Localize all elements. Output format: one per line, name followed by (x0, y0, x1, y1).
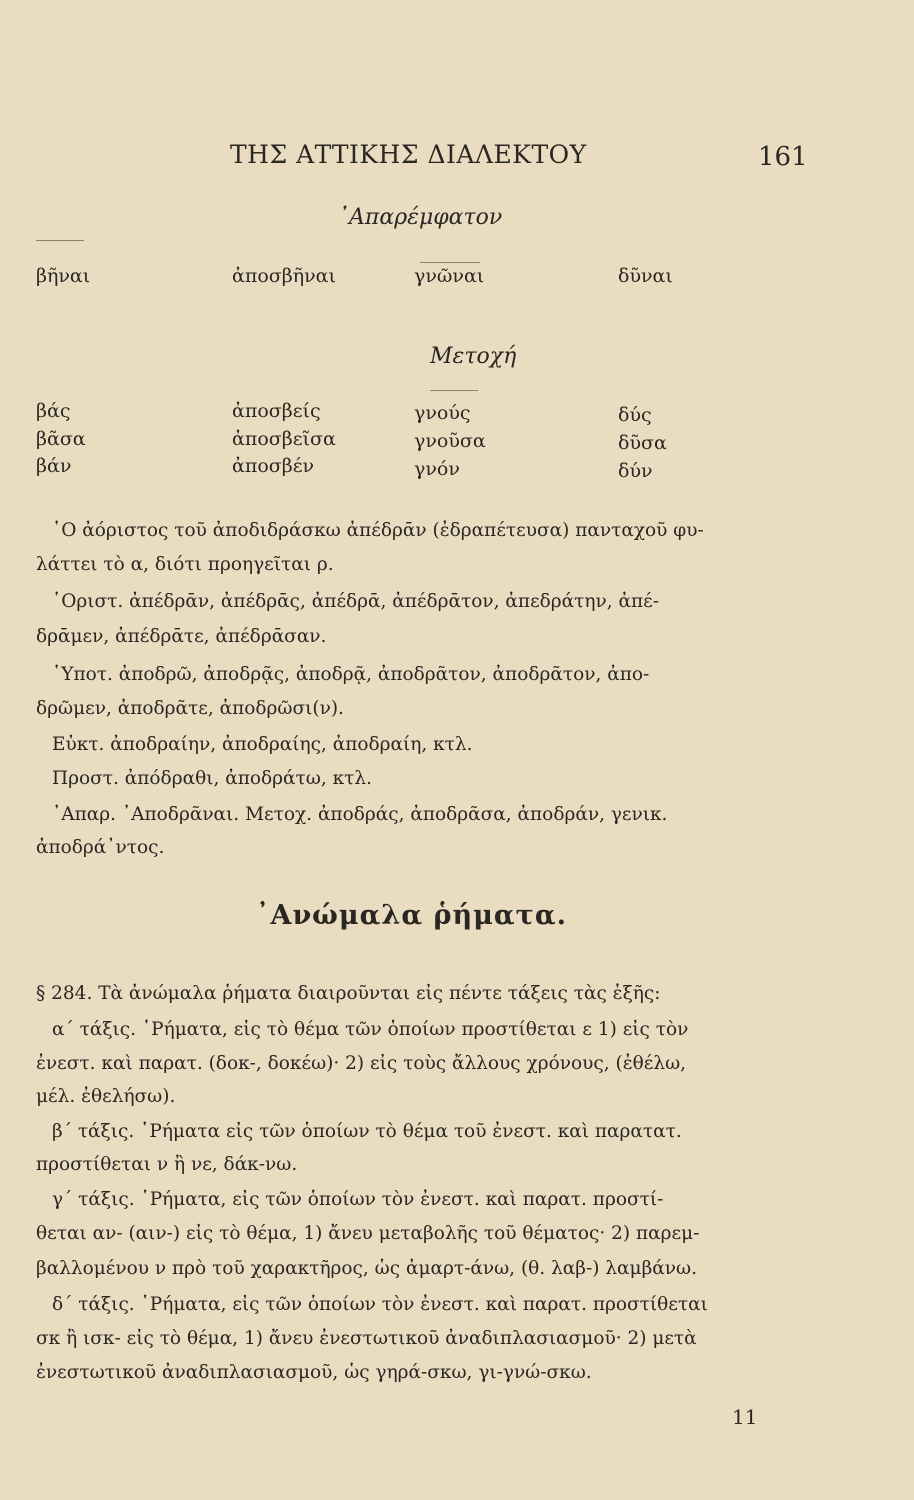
infinitive-form: βῆναι (36, 265, 91, 287)
text-line: ῾Υποτ. ἀποδρῶ, ἀποδρᾷς, ἀποδρᾷ, ἀποδρᾶτον, ἀποδρᾶτον, ἀπο- (52, 664, 650, 685)
infinitive-form: ἀποσβῆναι (232, 265, 336, 287)
participle-form: δύν (618, 460, 653, 482)
text-line: α΄ τάξις. ῾Ρήματα, εἰς τὸ θέμα τῶν ὁποίων προστίθεται ε 1) εἰς τὸν (52, 1019, 689, 1040)
text-line: Εὐκτ. ἀποδραίην, ἀποδραίης, ἀποδραίη, κτλ. (52, 734, 473, 755)
text-line: μέλ. ἐθελήσω). (36, 1086, 176, 1107)
participle-title: Μετοχή (430, 344, 517, 369)
participle-form: βᾶσα (36, 428, 86, 450)
participle-form: δῦσα (618, 432, 667, 454)
text-line: γ΄ τάξις. ῾Ρήματα, εἰς τῶν ὁποίων τὸν ἐνεστ. καὶ παρατ. προστί- (52, 1189, 664, 1210)
infinitive-form: γνῶναι (414, 265, 485, 287)
ink-mark (420, 262, 480, 263)
ink-mark (36, 240, 84, 241)
text-line: ῾Οριστ. ἀπέδρᾱν, ἀπέδρᾱς, ἀπέδρᾱ, ἀπέδρᾱτον, ἀπεδράτην, ἀπέ- (52, 591, 659, 612)
ink-mark (430, 390, 478, 391)
text-line: ᾽Απαρ. ᾽Αποδρᾶναι. Μετοχ. ἀποδράς, ἀποδρᾶσα, ἀποδράν, γενικ. (52, 804, 668, 825)
running-title: ΤΗΣ ΑΤΤΙΚΗΣ ΔΙΑΛΕΚΤΟΥ (230, 140, 587, 169)
text-line: δρᾱμεν, ἀπέδρᾱτε, ἀπέδρᾱσαν. (36, 626, 327, 647)
infinitive-form: δῦναι (618, 265, 673, 287)
participle-form: βάν (36, 455, 72, 477)
text-line: δρῶμεν, ἀποδρᾶτε, ἀποδρῶσι(ν). (36, 698, 344, 719)
participle-form: γνούς (414, 402, 471, 424)
text-line: προστίθεται ν ἢ νε, δάκ-νω. (36, 1154, 298, 1175)
signature-mark: 11 (732, 1405, 758, 1429)
text-line: β΄ τάξις. ῾Ρήματα εἰς τῶν ὁποίων τὸ θέμα τοῦ ἐνεστ. καὶ παρατατ. (52, 1121, 682, 1142)
irregular-verbs-heading: ᾽Ανώμαλα ῥήματα. (256, 900, 568, 931)
participle-form: δύς (618, 404, 652, 426)
participle-form: βάς (36, 400, 71, 422)
participle-form: ἀποσβεῖσα (232, 428, 336, 450)
page-number: 161 (758, 142, 808, 172)
participle-form: γνοῦσα (414, 430, 486, 452)
participle-form: ἀποσβέν (232, 455, 315, 477)
participle-form: ἀποσβείς (232, 400, 321, 422)
participle-form: γνόν (414, 458, 460, 480)
text-line: βαλλομένου ν πρὸ τοῦ χαρακτῆρος, ὡς ἁμαρτ-άνω, (θ. λαβ-) λαμβάνω. (36, 1258, 697, 1279)
text-line: ἐνεστωτικοῦ ἀναδιπλασιασμοῦ, ὡς γηρά-σκω, γι-γνώ-σκω. (36, 1362, 592, 1383)
text-line: ἀποδρά᾽ντος. (36, 837, 165, 858)
text-line: § 284. Τὰ ἀνώμαλα ῥήματα διαιροῦνται εἰς πέντε τάξεις τὰς ἑξῆς: (36, 983, 661, 1004)
text-line: λάττει τὸ α, διότι προηγεῖται ρ. (36, 554, 334, 575)
text-line: ῾Ο ἀόριστος τοῦ ἀποδιδράσκω ἀπέδρᾱν (ἐδραπέτευσα) πανταχοῦ φυ- (52, 520, 704, 541)
text-line: θεται αν- (αιν-) εἰς τὸ θέμα, 1) ἄνευ μεταβολῆς τοῦ θέματος· 2) παρεμ- (36, 1223, 700, 1244)
text-line: ἐνεστ. καὶ παρατ. (δοκ-, δοκέω)· 2) εἰς τοὺς ἄλλους χρόνους, (ἐθέλω, (36, 1053, 687, 1074)
infinitive-title: ᾽Απαρέμφατον (338, 205, 503, 230)
text-line: δ΄ τάξις. ῾Ρήματα, εἰς τῶν ὁποίων τὸν ἐνεστ. καὶ παρατ. προστίθεται (52, 1294, 708, 1315)
text-line: σκ ἢ ισκ- εἰς τὸ θέμα, 1) ἄνευ ἐνεστωτικοῦ ἀναδιπλασιασμοῦ· 2) μετὰ (36, 1328, 697, 1349)
text-line: Προστ. ἀπόδραθι, ἀποδράτω, κτλ. (52, 768, 373, 789)
